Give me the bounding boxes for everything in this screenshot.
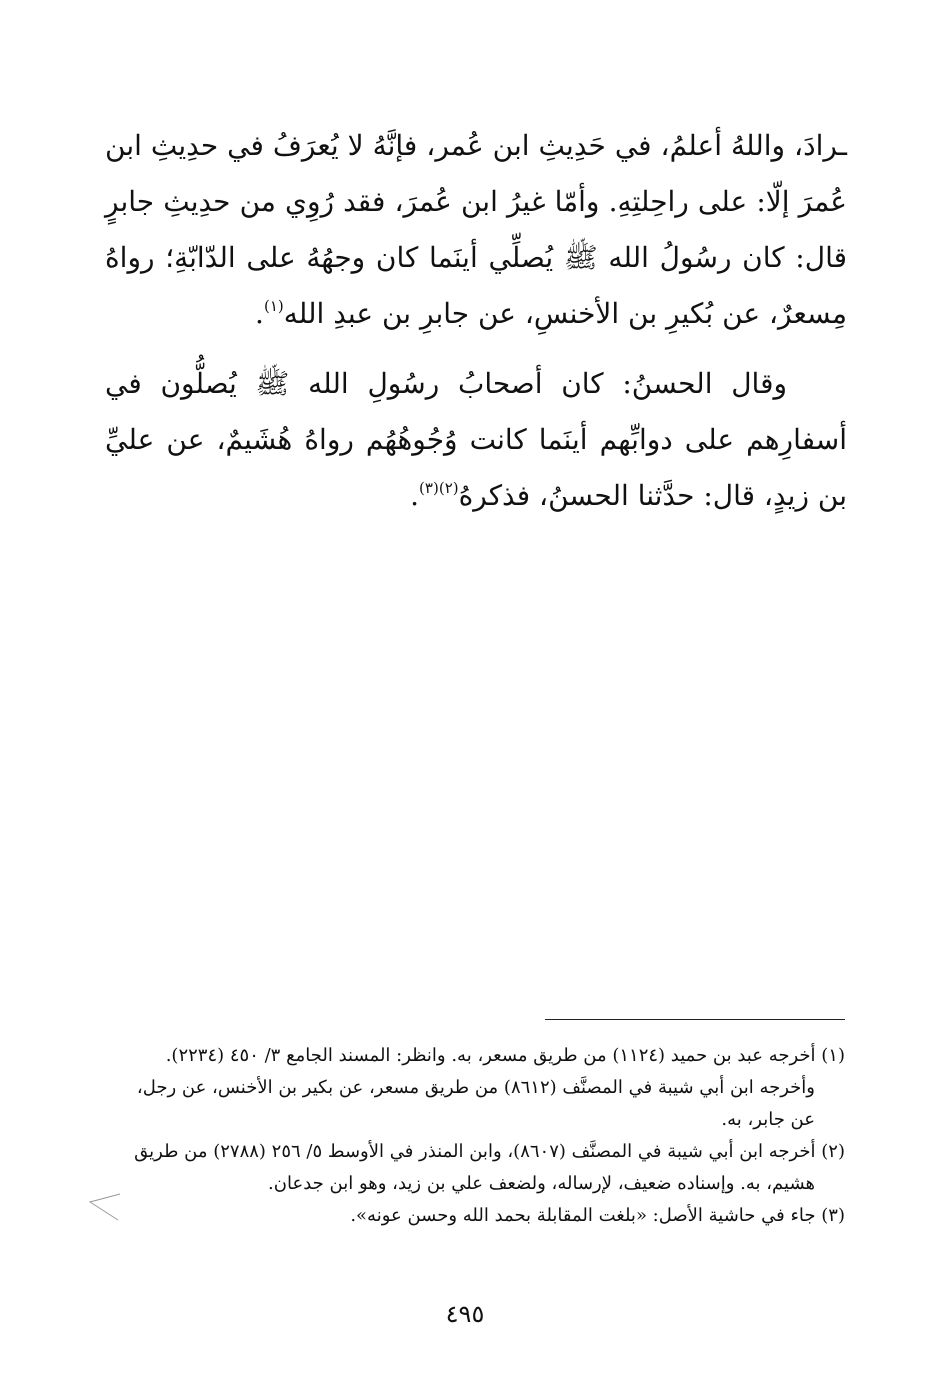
main-text	[105, 118, 847, 524]
footnote-1-line-3: عن جابر، به.	[721, 1109, 815, 1130]
footnote-2-line-2: هشيم، به. وإسناده ضعيف، لإرساله، ولضعف علي بن زيد، وهو ابن جدعان.	[268, 1173, 815, 1194]
footnote-1-line-1: (١) أخرجه عبد بن حميد (١١٢٤) من طريق مسعر، به. وانظر: المسند الجامع ٣/ ٤٥٠ (٢٢٣٤).	[165, 1045, 845, 1066]
footnotes	[100, 1040, 845, 1232]
footnote-marker-2-3: (٢)(٣)	[419, 479, 459, 497]
paragraph-2-end: .	[410, 479, 420, 512]
footnote-divider	[545, 1019, 845, 1020]
paragraph-1	[105, 118, 847, 342]
margin-mark-icon	[88, 1190, 122, 1224]
paragraph-1-end: .	[255, 297, 264, 330]
paragraph-2	[105, 356, 847, 524]
paragraph-1-text: ـرادَ، واللهُ أعلمُ، في حَدِيثِ ابن عُمر، فإنَّهُ لا يُعرَفُ في حدِيثِ ابن عُمرَ إلّا: على راحِلتِهِ. وأمّا غيرُ ابن عُمرَ، فقد رُوِي من حدِيثِ جابرٍ قال: كان رسُولُ الله ﷺ يُصلِّي أينَما كان وجهُهُ على الدّابّةِ؛ رواهُ مِسعرٌ، عن بُكيرِ بن الأخنسِ، عن جابرِ بن عبدِ الله	[105, 129, 847, 330]
footnote-1-line-2: وأخرجه ابن أبي شيبة في المصنَّف (٨٦١٢) من طريق مسعر، عن بكير بن الأخنس، عن رجل،	[136, 1077, 815, 1098]
footnote-marker-1: (١)	[263, 297, 284, 315]
footnote-3-line-1: (٣) جاء في حاشية الأصل: «بلغت المقابلة بحمد الله وحسن عونه».	[350, 1205, 845, 1226]
paragraph-2-text: وقال الحسنُ: كان أصحابُ رسُولِ الله ﷺ يُصلُّون في أسفارِهم على دوابِّهم أينَما كانت وُجُوهُهُم رواهُ هُشَيمٌ، عن عليِّ بن زيدٍ، قال: حدَّثنا الحسنُ، فذكرهُ	[105, 367, 848, 512]
page-number: ٤٩٥	[445, 1300, 485, 1328]
footnote-2-line-1: (٢) أخرجه ابن أبي شيبة في المصنَّف (٨٦٠٧)، وابن المنذر في الأوسط ٥/ ٢٥٦ (٢٧٨٨) من طريق	[134, 1141, 845, 1162]
